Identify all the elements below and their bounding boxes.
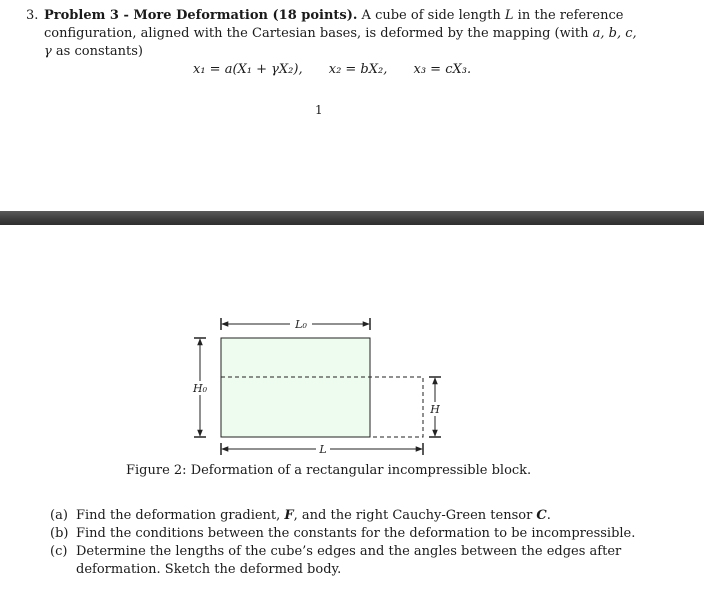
l0-label: L₀ <box>295 318 307 331</box>
page-number: 1 <box>315 103 323 117</box>
pdf-page-1 <box>0 0 704 211</box>
h0-label: H₀ <box>192 382 208 395</box>
mapping-equations <box>193 62 493 77</box>
part-a-text-3: . <box>546 508 551 523</box>
side-length-symbol: L <box>504 8 514 23</box>
intro-text-2: in the reference configuration, aligned with the Cartesian bases, is deformed by the mapping (with <box>44 8 624 41</box>
figure-caption: Figure 2: Deformation of a rectangular incompressible block. <box>126 463 532 478</box>
part-b <box>50 525 640 543</box>
part-a-text-2: , and the right Cauchy-Green tensor <box>293 508 537 523</box>
problem-statement <box>26 7 642 61</box>
part-a-text-1: Find the deformation gradient, <box>76 508 285 523</box>
problem-body <box>44 7 642 61</box>
part-a-label: (a) <box>50 508 68 523</box>
part-c-text: Determine the lengths of the cube’s edges and the angles between the edges after deformation. Sketch the deformed body. <box>76 544 622 577</box>
part-a <box>50 507 640 525</box>
problem-title: Problem 3 - More Deformation (18 points). <box>44 8 358 23</box>
reference-block <box>221 338 370 437</box>
part-c-label: (c) <box>50 544 68 559</box>
intro-text-3: as constants) <box>51 44 143 59</box>
equation-x2: x₂ = bX₂, <box>328 62 388 77</box>
part-c <box>50 543 640 579</box>
intro-text-1: A cube of side length <box>357 8 505 23</box>
constants-symbols: a, b, c, γ <box>44 26 637 59</box>
l-label: L <box>319 443 327 456</box>
pdf-page-2 <box>0 225 704 592</box>
problem-number: 3. <box>26 8 39 23</box>
sub-questions <box>50 507 640 579</box>
cauchy-green-symbol: C <box>536 508 547 523</box>
part-b-text: Find the conditions between the constants for the deformation to be incompressible. <box>76 526 636 541</box>
equation-x3: x₃ = cX₃. <box>413 62 472 77</box>
page-divider <box>0 211 704 225</box>
deformation-gradient-symbol: F <box>284 508 294 523</box>
equation-x1: x₁ = a(X₁ + γX₂), <box>193 62 303 77</box>
h-label: H <box>430 403 440 416</box>
deformation-figure <box>0 225 704 485</box>
part-b-label: (b) <box>50 526 69 541</box>
